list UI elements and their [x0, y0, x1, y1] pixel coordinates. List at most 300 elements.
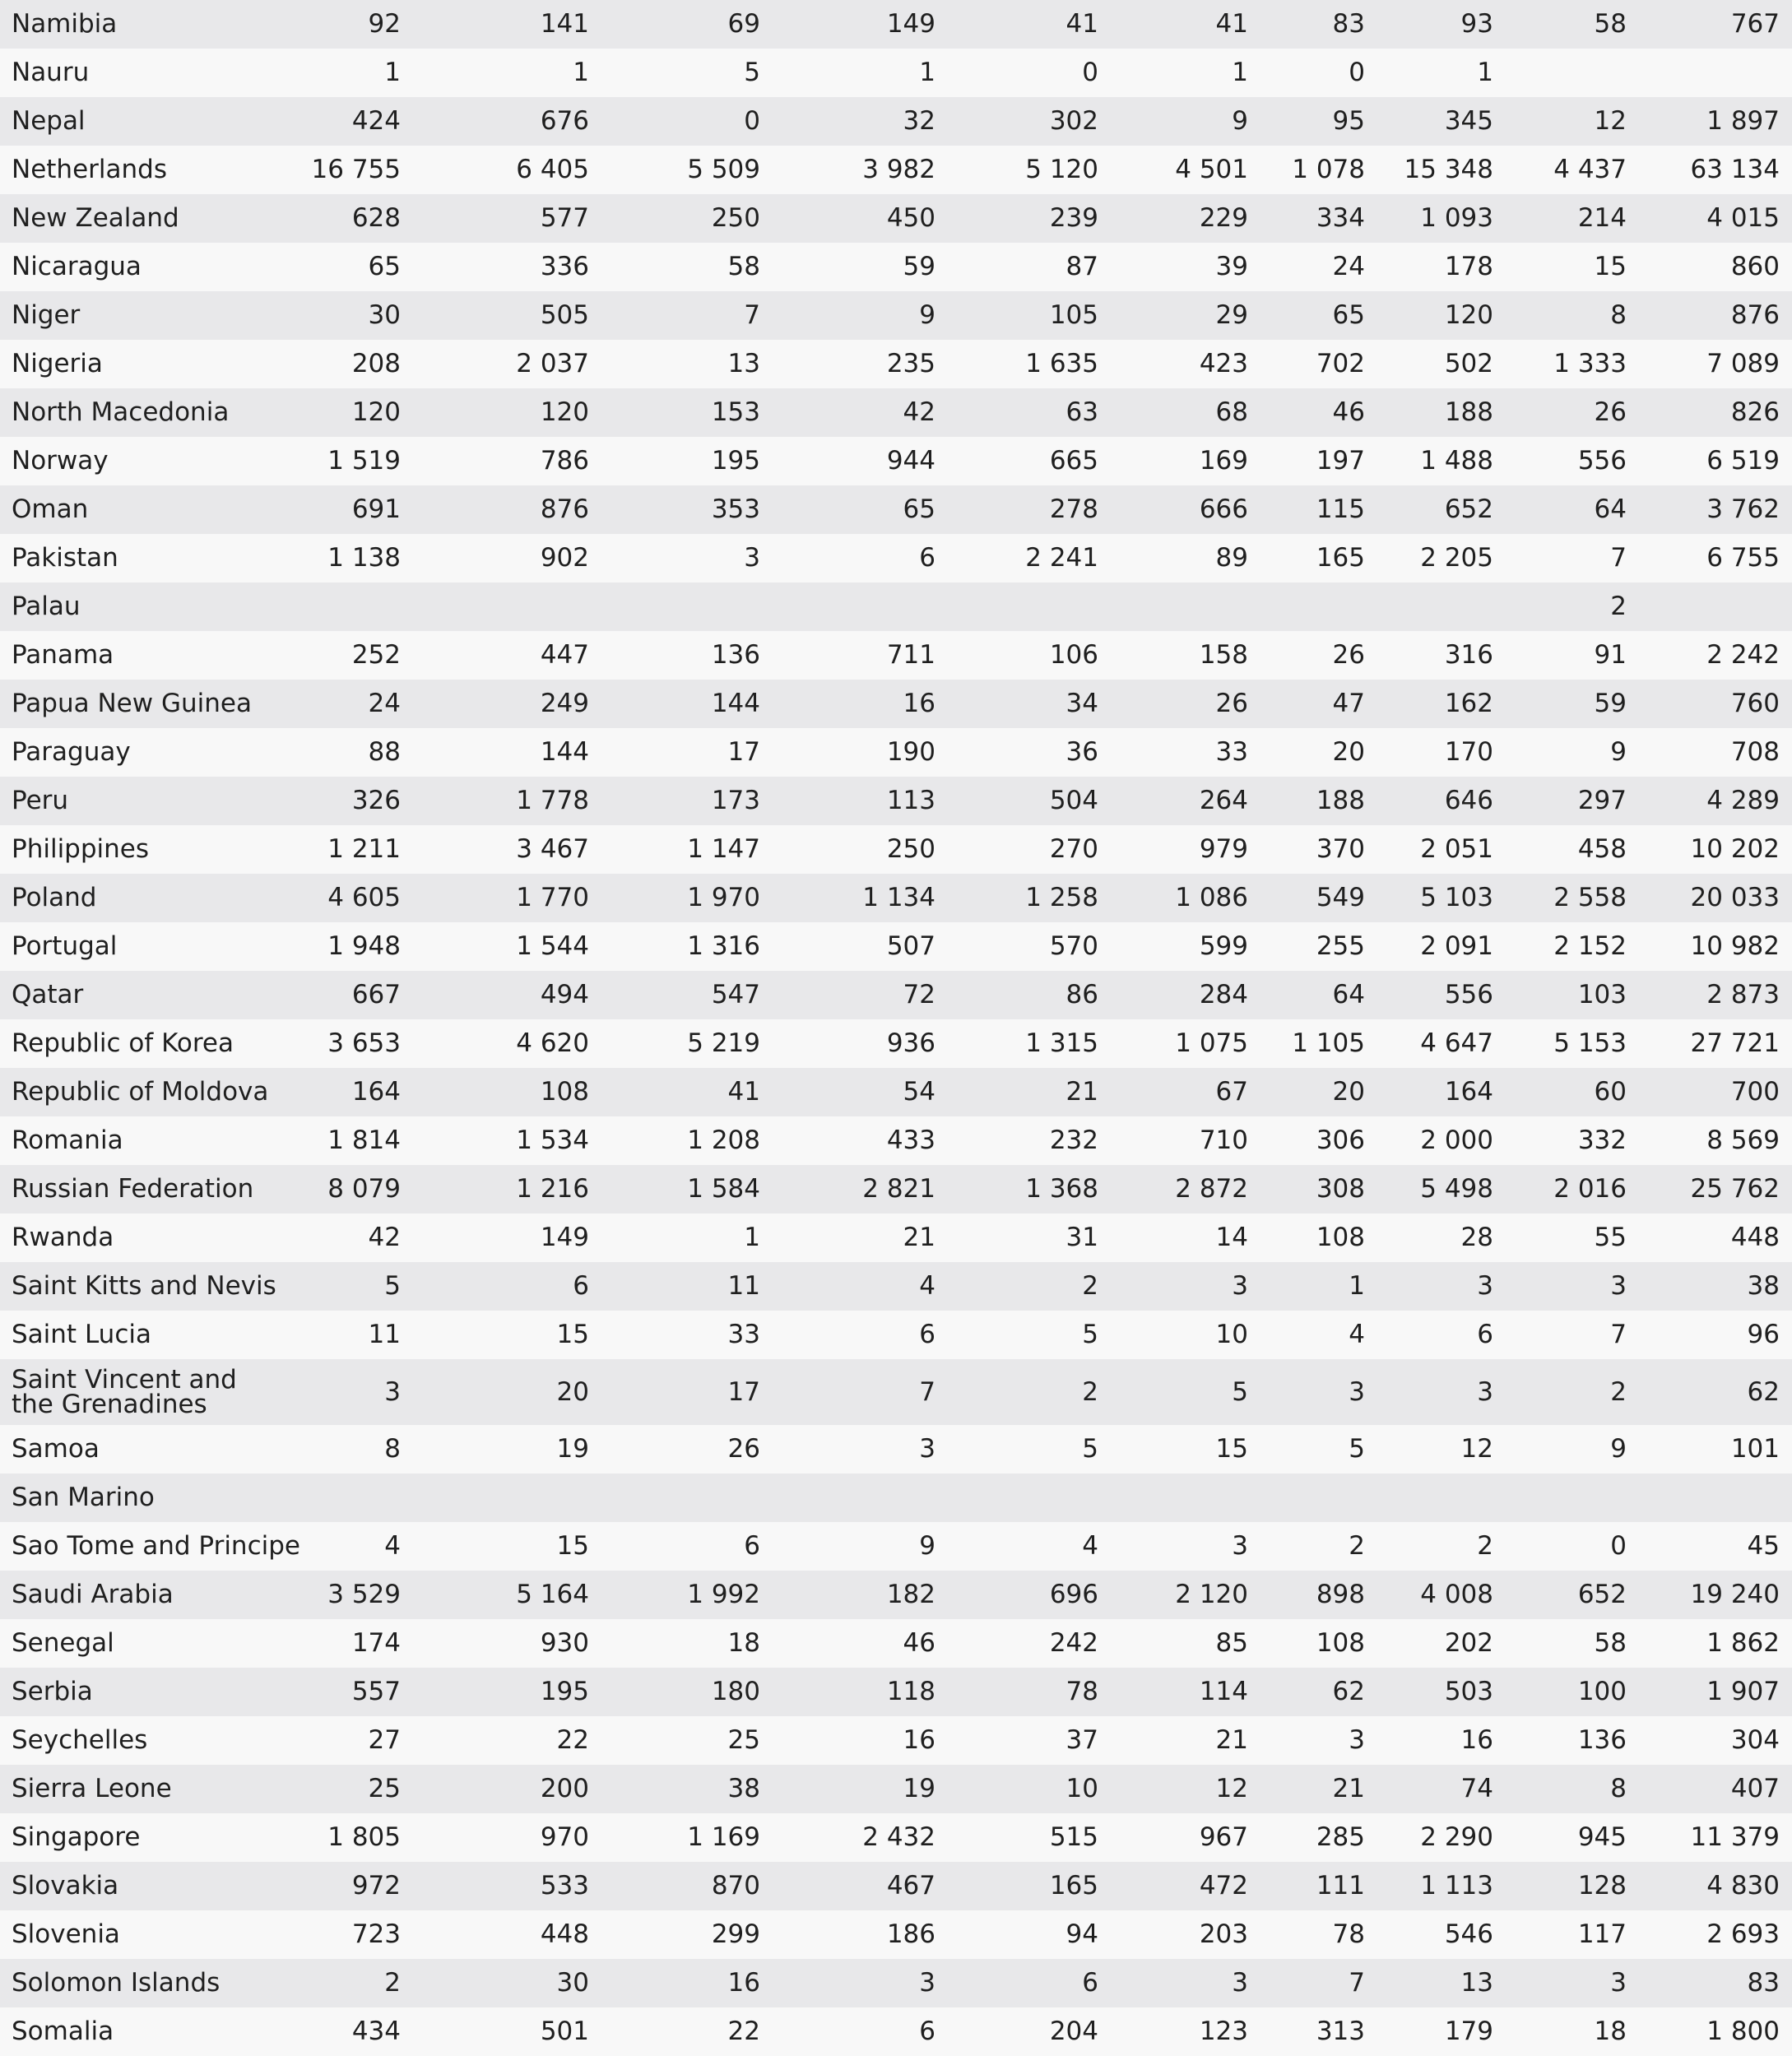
table-row	[0, 1311, 1792, 1359]
value-cell: 1 519	[327, 446, 401, 476]
value-cell: 182	[886, 1580, 935, 1609]
value-cell: 345	[1444, 106, 1493, 136]
value-cell: 4 647	[1420, 1028, 1493, 1058]
value-cell: 103	[1577, 980, 1627, 1009]
table-row	[0, 485, 1792, 534]
table-row	[0, 1165, 1792, 1214]
value-cell: 826	[1730, 397, 1780, 427]
value-cell: 3 467	[516, 834, 589, 864]
value-cell: 27 721	[1690, 1028, 1780, 1058]
value-cell: 179	[1444, 2017, 1493, 2046]
value-cell: 5	[384, 1271, 401, 1301]
value-cell: 710	[1199, 1125, 1248, 1155]
value-cell: 760	[1730, 689, 1780, 718]
value-cell: 0	[1349, 58, 1365, 87]
value-cell: 4	[1082, 1531, 1098, 1561]
value-cell: 6	[573, 1271, 589, 1301]
value-cell: 9	[1610, 1434, 1627, 1464]
value-cell: 58	[1594, 1628, 1627, 1658]
country-cell: Solomon Islands	[12, 1968, 221, 1998]
value-cell: 20	[1332, 737, 1365, 767]
value-cell: 6 405	[516, 155, 589, 184]
value-cell: 250	[886, 834, 935, 864]
value-cell: 5	[1349, 1434, 1365, 1464]
value-cell: 2	[1082, 1271, 1098, 1301]
value-cell: 505	[540, 300, 589, 330]
value-cell: 665	[1049, 446, 1098, 476]
value-cell: 1 315	[1025, 1028, 1098, 1058]
value-cell: 1 897	[1706, 106, 1780, 136]
value-cell: 6	[919, 1320, 935, 1349]
value-cell: 1 544	[516, 931, 589, 961]
value-cell: 1	[1349, 1271, 1365, 1301]
table-row	[0, 971, 1792, 1019]
value-cell: 15	[1215, 1434, 1248, 1464]
value-cell: 944	[886, 446, 935, 476]
value-cell: 141	[540, 9, 589, 39]
value-cell: 15	[556, 1531, 589, 1561]
value-cell: 78	[1065, 1677, 1098, 1706]
value-cell: 46	[1332, 397, 1365, 427]
value-cell: 3 653	[327, 1028, 401, 1058]
value-cell: 1 078	[1292, 155, 1365, 184]
value-cell: 65	[903, 494, 935, 524]
value-cell: 16 755	[311, 155, 401, 184]
value-cell: 9	[919, 300, 935, 330]
country-cell: Paraguay	[12, 737, 131, 767]
value-cell: 83	[1747, 1968, 1780, 1998]
value-cell: 2 016	[1553, 1174, 1627, 1204]
value-cell: 967	[1199, 1822, 1248, 1852]
value-cell: 278	[1049, 494, 1098, 524]
value-cell: 111	[1316, 1871, 1365, 1901]
value-cell: 4 008	[1420, 1580, 1493, 1609]
value-cell: 423	[1199, 349, 1248, 378]
value-cell: 6	[919, 2017, 935, 2046]
value-cell: 64	[1594, 494, 1627, 524]
value-cell: 21	[903, 1223, 935, 1252]
country-cell: Philippines	[12, 834, 150, 864]
value-cell: 502	[1444, 349, 1493, 378]
table-row	[0, 582, 1792, 631]
value-cell: 696	[1049, 1580, 1098, 1609]
country-cell: Panama	[12, 640, 114, 670]
value-cell: 700	[1730, 1077, 1780, 1107]
value-cell: 2 290	[1420, 1822, 1493, 1852]
value-cell: 1 208	[687, 1125, 760, 1155]
country-cell: Poland	[12, 883, 97, 912]
value-cell: 2 000	[1420, 1125, 1493, 1155]
value-cell: 15	[556, 1320, 589, 1349]
value-cell: 46	[903, 1628, 935, 1658]
value-cell: 3 762	[1706, 494, 1780, 524]
value-cell: 204	[1049, 2017, 1098, 2046]
country-cell: Serbia	[12, 1677, 93, 1706]
country-cell: Samoa	[12, 1434, 100, 1464]
value-cell: 2 091	[1420, 931, 1493, 961]
value-cell: 153	[711, 397, 760, 427]
value-cell: 1 258	[1025, 883, 1098, 912]
value-cell: 1 211	[327, 834, 401, 864]
value-cell: 27	[368, 1725, 401, 1755]
value-cell: 17	[727, 1376, 760, 1407]
value-cell: 164	[1444, 1077, 1493, 1107]
value-cell: 898	[1316, 1580, 1365, 1609]
value-cell: 45	[1747, 1531, 1780, 1561]
table-row	[0, 680, 1792, 728]
table-row	[0, 777, 1792, 825]
value-cell: 547	[711, 980, 760, 1009]
value-cell: 1	[1232, 58, 1248, 87]
value-cell: 242	[1049, 1628, 1098, 1658]
value-cell: 1 948	[327, 931, 401, 961]
value-cell: 407	[1730, 1774, 1780, 1803]
value-cell: 10	[1215, 1320, 1248, 1349]
value-cell: 113	[886, 786, 935, 815]
country-cell: New Zealand	[12, 203, 179, 233]
country-cell: Nigeria	[12, 349, 103, 378]
value-cell: 120	[540, 397, 589, 427]
value-cell: 229	[1199, 203, 1248, 233]
value-cell: 200	[540, 1774, 589, 1803]
country-cell: Papua New Guinea	[12, 689, 252, 718]
value-cell: 87	[1065, 252, 1098, 281]
value-cell: 3	[919, 1968, 935, 1998]
value-cell: 186	[886, 1919, 935, 1949]
value-cell: 30	[368, 300, 401, 330]
value-cell: 62	[1332, 1677, 1365, 1706]
value-cell: 255	[1316, 931, 1365, 961]
value-cell: 1 800	[1706, 2017, 1780, 2046]
value-cell: 169	[1199, 446, 1248, 476]
value-cell: 2 242	[1706, 640, 1780, 670]
value-cell: 4 830	[1706, 1871, 1780, 1901]
table-row	[0, 2007, 1792, 2056]
value-cell: 117	[1577, 1919, 1627, 1949]
value-cell: 55	[1594, 1223, 1627, 1252]
value-cell: 1 333	[1553, 349, 1627, 378]
country-cell: Peru	[12, 786, 69, 815]
value-cell: 16	[727, 1968, 760, 1998]
value-cell: 144	[540, 737, 589, 767]
value-cell: 577	[540, 203, 589, 233]
value-cell: 4 620	[516, 1028, 589, 1058]
value-cell: 9	[1232, 106, 1248, 136]
table-row	[0, 1425, 1792, 1474]
value-cell: 930	[540, 1628, 589, 1658]
value-cell: 92	[368, 9, 401, 39]
value-cell: 9	[919, 1531, 935, 1561]
value-cell: 33	[727, 1320, 760, 1349]
value-cell: 549	[1316, 883, 1365, 912]
value-cell: 1 075	[1175, 1028, 1248, 1058]
country-cell: Niger	[12, 300, 81, 330]
value-cell: 4	[1349, 1320, 1365, 1349]
value-cell: 158	[1199, 640, 1248, 670]
value-cell: 970	[540, 1822, 589, 1852]
value-cell: 250	[711, 203, 760, 233]
country-cell: Qatar	[12, 980, 84, 1009]
value-cell: 24	[1332, 252, 1365, 281]
country-cell: Portugal	[12, 931, 118, 961]
table-row	[0, 97, 1792, 146]
value-cell: 299	[711, 1919, 760, 1949]
value-cell: 691	[351, 494, 401, 524]
table-row	[0, 1910, 1792, 1959]
value-cell: 1 778	[516, 786, 589, 815]
table-row	[0, 1668, 1792, 1716]
value-cell: 434	[351, 2017, 401, 2046]
value-cell: 2 120	[1175, 1580, 1248, 1609]
value-cell: 72	[903, 980, 935, 1009]
value-cell: 2	[1610, 592, 1627, 621]
value-cell: 3	[1349, 1376, 1365, 1407]
value-cell: 2	[1349, 1531, 1365, 1561]
value-cell: 33	[1215, 737, 1248, 767]
value-cell: 180	[711, 1677, 760, 1706]
value-cell: 19 240	[1690, 1580, 1780, 1609]
table-row	[0, 825, 1792, 874]
value-cell: 34	[1065, 689, 1098, 718]
value-cell: 74	[1460, 1774, 1493, 1803]
value-cell: 3	[1610, 1968, 1627, 1998]
country-cell: Saint Lucia	[12, 1320, 151, 1349]
value-cell: 67	[1215, 1077, 1248, 1107]
value-cell: 174	[351, 1628, 401, 1658]
value-cell: 2	[1610, 1376, 1627, 1407]
value-cell: 4	[384, 1531, 401, 1561]
table-row	[0, 1019, 1792, 1068]
value-cell: 16	[1460, 1725, 1493, 1755]
value-cell: 2	[1082, 1376, 1098, 1407]
value-cell: 65	[1332, 300, 1365, 330]
value-cell: 2 205	[1420, 543, 1493, 573]
value-cell: 334	[1316, 203, 1365, 233]
value-cell: 1 113	[1420, 1871, 1493, 1901]
value-cell: 676	[540, 106, 589, 136]
value-cell: 128	[1577, 1871, 1627, 1901]
value-cell: 3	[1610, 1271, 1627, 1301]
value-cell: 1 805	[327, 1822, 401, 1852]
value-cell: 60	[1594, 1077, 1627, 1107]
value-cell: 711	[886, 640, 935, 670]
value-cell: 1 814	[327, 1125, 401, 1155]
value-cell: 21	[1332, 1774, 1365, 1803]
value-cell: 188	[1444, 397, 1493, 427]
value-cell: 313	[1316, 2017, 1365, 2046]
value-cell: 93	[1460, 9, 1493, 39]
value-cell: 285	[1316, 1822, 1365, 1852]
value-cell: 62	[1747, 1376, 1780, 1407]
value-cell: 2 037	[516, 349, 589, 378]
value-cell: 249	[540, 689, 589, 718]
country-cell: Singapore	[12, 1822, 141, 1852]
country-cell: San Marino	[12, 1483, 155, 1512]
table-row	[0, 534, 1792, 582]
value-cell: 17	[727, 737, 760, 767]
value-cell: 447	[540, 640, 589, 670]
value-cell: 767	[1730, 9, 1780, 39]
value-cell: 2 152	[1553, 931, 1627, 961]
value-cell: 64	[1332, 980, 1365, 1009]
country-cell: Slovenia	[12, 1919, 120, 1949]
value-cell: 195	[711, 446, 760, 476]
value-cell: 902	[540, 543, 589, 573]
value-cell: 22	[727, 2017, 760, 2046]
value-cell: 0	[1610, 1531, 1627, 1561]
value-cell: 5	[1232, 1376, 1248, 1407]
value-cell: 10	[1065, 1774, 1098, 1803]
value-cell: 448	[1730, 1223, 1780, 1252]
value-cell: 63 134	[1690, 155, 1780, 184]
value-cell: 12	[1215, 1774, 1248, 1803]
value-cell: 652	[1444, 494, 1493, 524]
value-cell: 164	[351, 1077, 401, 1107]
value-cell: 786	[540, 446, 589, 476]
value-cell: 4 605	[327, 883, 401, 912]
value-cell: 546	[1444, 1919, 1493, 1949]
value-cell: 202	[1444, 1628, 1493, 1658]
value-cell: 214	[1577, 203, 1627, 233]
value-cell: 4 289	[1706, 786, 1780, 815]
value-cell: 8	[384, 1434, 401, 1464]
value-cell: 7	[744, 300, 760, 330]
table-row	[0, 437, 1792, 485]
value-cell: 5 120	[1025, 155, 1098, 184]
value-cell: 3	[384, 1376, 401, 1407]
value-cell: 15	[1594, 252, 1627, 281]
table-row	[0, 1522, 1792, 1571]
value-cell: 10 202	[1690, 834, 1780, 864]
value-cell: 21	[1065, 1077, 1098, 1107]
value-cell: 197	[1316, 446, 1365, 476]
value-cell: 13	[1460, 1968, 1493, 1998]
value-cell: 3	[919, 1434, 935, 1464]
value-cell: 7	[919, 1376, 935, 1407]
value-cell: 11 379	[1690, 1822, 1780, 1852]
value-cell: 173	[711, 786, 760, 815]
value-cell: 188	[1316, 786, 1365, 815]
value-cell: 556	[1577, 446, 1627, 476]
table-row	[0, 728, 1792, 777]
value-cell: 450	[886, 203, 935, 233]
value-cell: 8 079	[327, 1174, 401, 1204]
value-cell: 18	[727, 1628, 760, 1658]
value-cell: 7	[1610, 543, 1627, 573]
value-cell: 105	[1049, 300, 1098, 330]
value-cell: 88	[368, 737, 401, 767]
value-cell: 10 982	[1690, 931, 1780, 961]
value-cell: 95	[1332, 106, 1365, 136]
value-cell: 304	[1730, 1725, 1780, 1755]
value-cell: 1 216	[516, 1174, 589, 1204]
value-cell: 972	[351, 1871, 401, 1901]
value-cell: 2	[384, 1968, 401, 1998]
value-cell: 876	[1730, 300, 1780, 330]
value-cell: 6 755	[1706, 543, 1780, 573]
value-cell: 4 437	[1553, 155, 1627, 184]
value-cell: 11	[368, 1320, 401, 1349]
value-cell: 149	[540, 1223, 589, 1252]
table-row	[0, 0, 1792, 49]
value-cell: 19	[556, 1434, 589, 1464]
value-cell: 8 569	[1706, 1125, 1780, 1155]
value-cell: 708	[1730, 737, 1780, 767]
value-cell: 252	[351, 640, 401, 670]
value-cell: 32	[903, 106, 935, 136]
value-cell: 264	[1199, 786, 1248, 815]
value-cell: 1 534	[516, 1125, 589, 1155]
value-cell: 0	[1082, 58, 1098, 87]
table-row	[0, 1359, 1792, 1425]
value-cell: 353	[711, 494, 760, 524]
value-cell: 5	[744, 58, 760, 87]
value-cell: 945	[1577, 1822, 1627, 1852]
value-cell: 646	[1444, 786, 1493, 815]
table-row	[0, 388, 1792, 437]
value-cell: 178	[1444, 252, 1493, 281]
value-cell: 165	[1049, 1871, 1098, 1901]
value-cell: 503	[1444, 1677, 1493, 1706]
value-cell: 5 498	[1420, 1174, 1493, 1204]
value-cell: 5 103	[1420, 883, 1493, 912]
country-cell: Republic of Moldova	[12, 1077, 269, 1107]
value-cell: 2 873	[1706, 980, 1780, 1009]
country-cell: North Macedonia	[12, 397, 230, 427]
value-cell: 149	[886, 9, 935, 39]
table-row	[0, 340, 1792, 388]
value-cell: 89	[1215, 543, 1248, 573]
country-cell: Nepal	[12, 106, 86, 136]
value-cell: 433	[886, 1125, 935, 1155]
value-cell: 63	[1065, 397, 1098, 427]
value-cell: 12	[1594, 106, 1627, 136]
value-cell: 2 872	[1175, 1174, 1248, 1204]
value-cell: 59	[903, 252, 935, 281]
table-row	[0, 1619, 1792, 1668]
value-cell: 1	[384, 58, 401, 87]
country-cell: Russian Federation	[12, 1174, 254, 1204]
value-cell: 336	[540, 252, 589, 281]
value-cell: 54	[903, 1077, 935, 1107]
country-cell: Nicaragua	[12, 252, 142, 281]
value-cell: 5 509	[687, 155, 760, 184]
value-cell: 1 368	[1025, 1174, 1098, 1204]
value-cell: 41	[1065, 9, 1098, 39]
value-cell: 458	[1577, 834, 1627, 864]
table-row	[0, 1716, 1792, 1765]
value-cell: 702	[1316, 349, 1365, 378]
value-cell: 628	[351, 203, 401, 233]
value-cell: 94	[1065, 1919, 1098, 1949]
value-cell: 108	[540, 1077, 589, 1107]
value-cell: 494	[540, 980, 589, 1009]
country-cell: Oman	[12, 494, 89, 524]
value-cell: 29	[1215, 300, 1248, 330]
value-cell: 4	[919, 1271, 935, 1301]
value-cell: 78	[1332, 1919, 1365, 1949]
value-cell: 2	[1477, 1531, 1493, 1561]
value-cell: 2 558	[1553, 883, 1627, 912]
value-cell: 5 219	[687, 1028, 760, 1058]
value-cell: 448	[540, 1919, 589, 1949]
value-cell: 5 153	[1553, 1028, 1627, 1058]
value-cell: 1 770	[516, 883, 589, 912]
value-cell: 26	[1215, 689, 1248, 718]
value-cell: 1 970	[687, 883, 760, 912]
value-cell: 136	[1577, 1725, 1627, 1755]
value-cell: 297	[1577, 786, 1627, 815]
